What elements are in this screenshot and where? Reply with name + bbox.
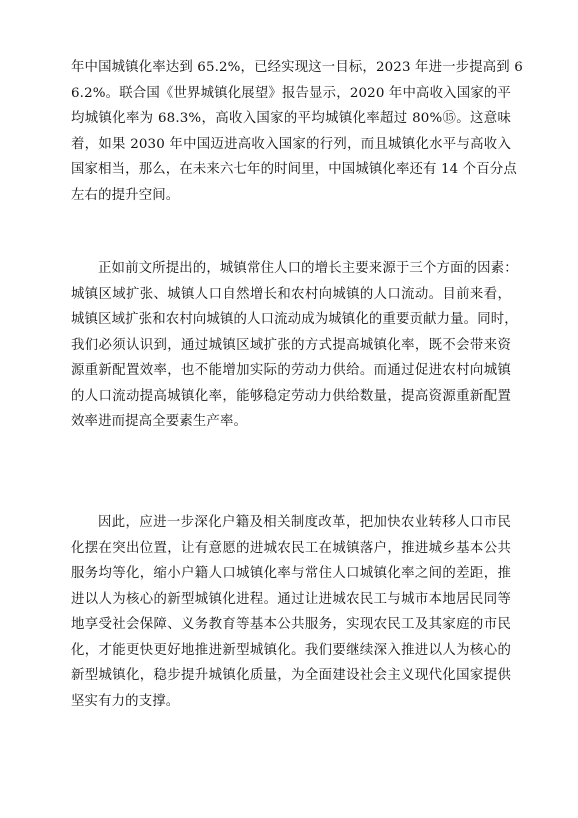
text-line: 服务均等化，缩小户籍人口城镇化率与常住人口城镇化率之间的差距，推 xyxy=(71,566,511,581)
text-line: 的人口流动提高城镇化率，能够稳定劳动力供给数量，提高资源重新配置 xyxy=(71,388,511,404)
paragraph-hukou-reform xyxy=(71,510,511,714)
text-line: 国家相当，那么，在未来六七年的时间里，中国城镇化率还有 14 个百分点 xyxy=(71,162,517,177)
text-line: 左右的提升空间。 xyxy=(71,187,180,203)
paragraph-population-growth-sources xyxy=(71,256,518,435)
text-line: 进以人为核心的新型城镇化进程。通过让进城农民工与城市本地居民同等 xyxy=(71,591,511,607)
text-line: 城镇区域扩张和农村向城镇的人口流动成为城镇化的重要贡献力量。同时， xyxy=(71,312,518,327)
text-line: 我们必须认识到，通过城镇区域扩张的方式提高城镇化率，既不会带来资 xyxy=(71,337,511,353)
text-line: 新型城镇化，稳步提升城镇化质量，为全面建设社会主义现代化国家提供 xyxy=(71,668,511,683)
text-line: 化摆在突出位置，让有意愿的进城农民工在城镇落户，推进城乡基本公共 xyxy=(71,540,511,556)
text-line: 城镇区域扩张、城镇人口自然增长和农村向城镇的人口流动。目前来看， xyxy=(71,286,511,302)
text-line: 化，才能更快更好地推进新型城镇化。我们要继续深入推进以人为核心的 xyxy=(71,642,511,658)
text-line: 坚实有力的支撑。 xyxy=(71,693,180,709)
text-line: 均城镇化率为 68.3%，高收入国家的平均城镇化率超过 80%⑮。这意味 xyxy=(71,111,511,126)
text-line: 地享受社会保障、义务教育等基本公共服务，实现农民工及其家庭的市民 xyxy=(71,617,511,632)
text-line: 效率进而提高全要素生产率。 xyxy=(71,414,248,429)
text-line: 6.2%。联合国《世界城镇化展望》报告显示，2020 年中高收入国家的平 xyxy=(71,85,511,101)
text-line: 源重新配置效率，也不能增加实际的劳动力供给。而通过促进农村向城镇 xyxy=(71,363,511,378)
text-line: 正如前文所提出的，城镇常住人口的增长主要来源于三个方面的因素： xyxy=(98,261,518,276)
text-line: 因此，应进一步深化户籍及相关制度改革，把加快农业转移人口市民 xyxy=(98,515,511,530)
text-line: 着，如果 2030 年中国迈进高收入国家的行列，而且城镇化水平与高收入 xyxy=(71,136,511,152)
text-line: 年中国城镇化率达到 65.2%，已经实现这一目标，2023 年进一步提高到 6 xyxy=(71,60,523,75)
paragraph-urbanization-rate xyxy=(71,55,523,208)
